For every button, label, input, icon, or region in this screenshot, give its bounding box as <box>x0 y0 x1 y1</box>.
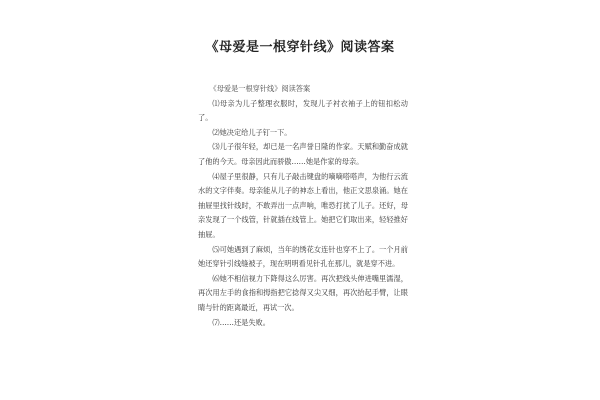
article-paragraph-4: ⑷屋子里很静，只有儿子敲击键盘的嘀嘀嗒嗒声，为他行云流水的文字伴奏。母亲能从儿子的神态上看出，他正文思泉涌。她在抽屉里找针线时，不敢弄出一点声响，唯恐打扰了儿子。还好，母亲发现了一个线管，针就插在线管上。她把它们取出来，轻轻推好抽屉。 <box>198 171 408 239</box>
article-paragraph-5: ⑸可她遇到了麻烦，当年的绣花女连针也穿不上了。一个月前她还穿针引线缝被子，现在明明看见针孔在那儿，就是穿不进。 <box>198 244 408 269</box>
article-paragraph-6: ⑹她不相信视力下降得这么厉害。再次把线头伸进嘴里濡湿，再次用左手的食指和拇指把它捻得又尖又细，再次抬起手臂，让眼睛与针的距离最近，再试一次。 <box>198 273 408 312</box>
article-paragraph-7: ⑺……还是失败。 <box>212 317 270 327</box>
article-paragraph-2: ⑵她决定给儿子钉一下。 <box>212 127 292 137</box>
page-title: 《母爱是一根穿针线》阅读答案 <box>205 40 395 55</box>
article-body <box>198 82 408 330</box>
article-subtitle: 《母爱是一根穿针线》阅读答案 <box>209 84 311 93</box>
article-paragraph-1: ⑴母亲为儿子整理衣服时，发现儿子衬衣袖子上的钮扣松动了。 <box>198 98 408 123</box>
article-paragraph-3: ⑶儿子很年轻，却已是一名声誉日隆的作家。天赋和勤奋成就了他的今天。母亲因此而骄傲……她是作家的母亲。 <box>198 142 408 166</box>
